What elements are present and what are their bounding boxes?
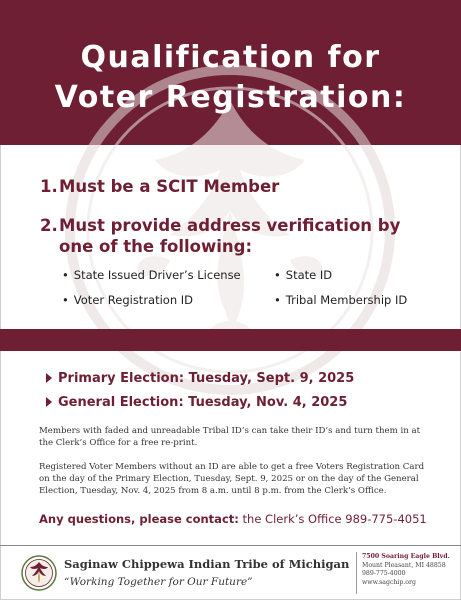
requirement-1 (40, 176, 420, 197)
title-line-2: Voter Registration: (54, 80, 407, 115)
organization-motto: “Working Together for Our Future” (64, 576, 253, 588)
website-link[interactable]: www.sagchip.org (362, 578, 416, 586)
contact-address-block (362, 553, 450, 587)
requirement-2-line-2: one of the following: (59, 237, 253, 256)
requirement-1-text: Must be a SCIT Member (59, 177, 280, 196)
list-item: • State ID (274, 268, 332, 282)
address-line-2: Mount Pleasant, MI 48858 (362, 561, 446, 569)
faded-id-note: Members with faded and unreadable Tribal ID’s can take their ID’s and turn them in at the Clerk’s Office for a free re-print. (39, 426, 421, 448)
general-election-text: General Election: Tuesday, Nov. 4, 2025 (58, 395, 348, 410)
list-item: • State Issued Driver’s License (62, 268, 241, 282)
requirement-2-number: 2. (40, 216, 58, 235)
divider-band (0, 329, 461, 351)
general-election (46, 395, 347, 410)
requirement-2-line-1: Must provide address verification by (59, 216, 401, 235)
primary-election-text: Primary Election: Tuesday, Sept. 9, 2025 (58, 371, 355, 386)
contact-label: Any questions, please contact: (39, 512, 239, 526)
phone-number: 989-775-4000 (362, 570, 406, 577)
list-item: • Tribal Membership ID (274, 293, 407, 307)
page-title (0, 38, 461, 118)
no-id-note: Registered Voter Members without an ID are able to get a free Voters Registration Card on the day of the Primary Election, Tuesday, Sept. 9, 2025 or on the day of the General Election, Tuesday, Nov. 4, 2025 from 8 a.m. until 8 p.m. from the Clerk’s Office. (39, 462, 425, 496)
organization-name: Saginaw Chippewa Indian Tribe of Michigan (64, 557, 350, 571)
triangle-right-icon (46, 397, 52, 407)
title-line-1: Qualification for (80, 40, 381, 75)
footer-divider (0, 545, 461, 546)
contact-value: the Clerk’s Office 989-775-4051 (242, 512, 427, 526)
contact-line (39, 512, 427, 526)
address-line-1: 7500 Soaring Eagle Blvd. (362, 553, 450, 560)
list-item: • Voter Registration ID (62, 293, 193, 307)
requirement-1-number: 1. (40, 177, 58, 196)
triangle-right-icon (46, 373, 52, 383)
footer-vertical-divider (356, 552, 357, 594)
primary-election (46, 371, 354, 386)
requirement-2 (40, 215, 420, 257)
tribal-seal-icon (21, 555, 57, 591)
